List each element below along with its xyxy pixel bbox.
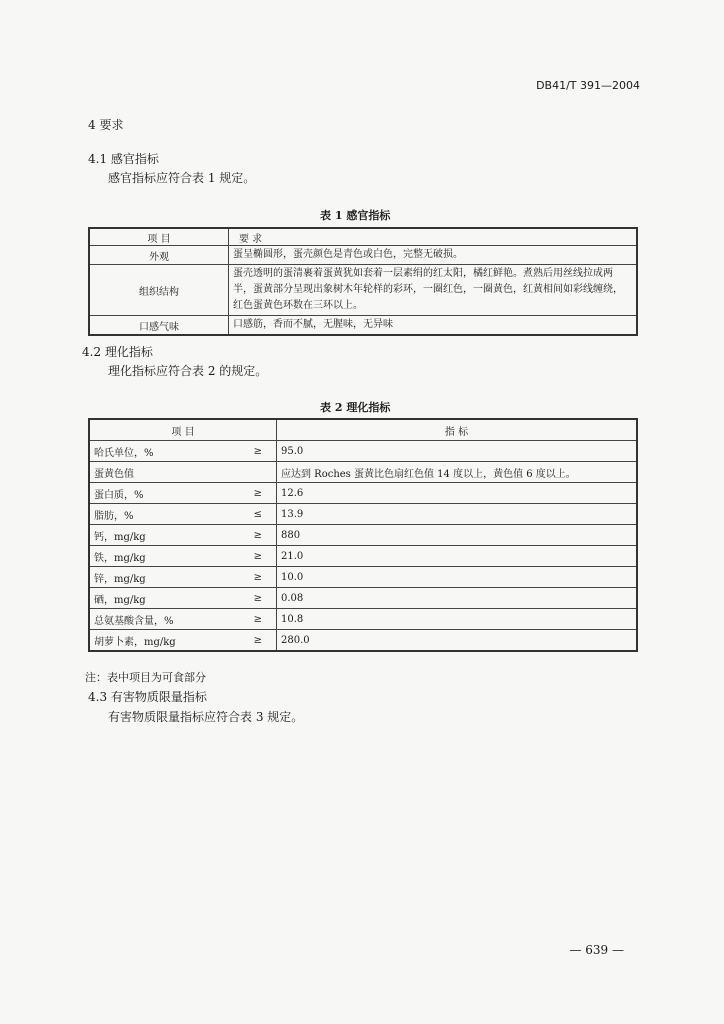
table-cell-value: 13.9 bbox=[277, 504, 638, 525]
table-cell-symbol: ≤ bbox=[218, 504, 277, 525]
table-cell-value: 880 bbox=[277, 525, 638, 546]
section-4-1-text: 感官指标应符合表 1 规定。 bbox=[108, 171, 256, 185]
table-row bbox=[89, 546, 637, 567]
table-header-row bbox=[89, 419, 637, 441]
section-4-heading: 4 要求 bbox=[88, 118, 124, 132]
section-4-1-heading: 4.1 感官指标 bbox=[88, 152, 159, 166]
table-row bbox=[89, 504, 637, 525]
table-note: 注：表中项目为可食部分 bbox=[85, 671, 206, 684]
table-cell-item: 组织结构 bbox=[89, 265, 229, 316]
table-row bbox=[89, 265, 637, 316]
table-cell-requirement: 蛋呈椭圆形，蛋壳颜色是青色或白色，完整无破损。 bbox=[229, 246, 638, 265]
table-cell-item: 蛋黄色值 bbox=[89, 462, 218, 483]
table-row bbox=[89, 630, 637, 652]
table-2-physicochemical bbox=[88, 418, 638, 652]
table-cell-requirement: 蛋壳透明的蛋清裹着蛋黄犹如套着一层素绢的红太阳，橘红鲜艳。煮熟后用丝线拉成两半，蛋黄部分呈现出象树木年轮样的彩环，一圈红色，一圈黄色，红黄相间如彩线缠绕，红色蛋黄色环数在三环以上。 bbox=[229, 265, 638, 316]
table-cell-value: 12.6 bbox=[277, 483, 638, 504]
table-cell-item: 脂肪，% bbox=[89, 504, 218, 525]
table-row bbox=[89, 462, 637, 483]
table-row bbox=[89, 609, 637, 630]
table-row bbox=[89, 246, 637, 265]
table-cell-symbol: ≥ bbox=[218, 441, 277, 462]
table-cell-value: 10.0 bbox=[277, 567, 638, 588]
table-header-item: 项 目 bbox=[89, 419, 277, 441]
table-cell-value: 应达到 Roches 蛋黄比色扇红色值 14 度以上，黄色值 6 度以上。 bbox=[277, 462, 638, 483]
table-cell-value: 21.0 bbox=[277, 546, 638, 567]
table-cell-symbol: ≥ bbox=[218, 525, 277, 546]
table-header-row bbox=[89, 228, 637, 246]
table-cell-item: 总氨基酸含量，% bbox=[89, 609, 218, 630]
section-4-2-text: 理化指标应符合表 2 的规定。 bbox=[108, 364, 268, 378]
table-row bbox=[89, 525, 637, 546]
table-row bbox=[89, 588, 637, 609]
table-row bbox=[89, 483, 637, 504]
table-cell-requirement: 口感筋，香而不腻，无腥味，无异味 bbox=[229, 316, 638, 336]
table-cell-item: 铁，mg/kg bbox=[89, 546, 218, 567]
table-header-requirement: 要 求 bbox=[229, 228, 638, 246]
table-1-caption: 表 1 感官指标 bbox=[320, 209, 391, 222]
table-2-caption: 表 2 理化指标 bbox=[320, 401, 391, 414]
table-cell-item: 胡萝卜素，mg/kg bbox=[89, 630, 218, 652]
page-number: — 639 — bbox=[569, 943, 624, 957]
table-cell-value: 95.0 bbox=[277, 441, 638, 462]
table-cell-symbol: ≥ bbox=[218, 609, 277, 630]
table-1-sensory bbox=[88, 227, 638, 336]
table-cell-item: 钙，mg/kg bbox=[89, 525, 218, 546]
table-row bbox=[89, 567, 637, 588]
table-row bbox=[89, 441, 637, 462]
standard-code: DB41/T 391—2004 bbox=[536, 79, 640, 92]
table-cell-value: 0.08 bbox=[277, 588, 638, 609]
table-cell-item: 哈氏单位，% bbox=[89, 441, 218, 462]
table-row bbox=[89, 316, 637, 336]
table-cell-item: 口感气味 bbox=[89, 316, 229, 336]
table-cell-item: 蛋白质，% bbox=[89, 483, 218, 504]
table-cell-symbol: ≥ bbox=[218, 546, 277, 567]
section-4-2-heading: 4.2 理化指标 bbox=[82, 345, 153, 359]
section-4-3-heading: 4.3 有害物质限量指标 bbox=[88, 690, 207, 704]
table-cell-symbol: ≥ bbox=[218, 588, 277, 609]
table-cell-item: 外观 bbox=[89, 246, 229, 265]
table-cell-value: 10.8 bbox=[277, 609, 638, 630]
table-header-value: 指 标 bbox=[277, 419, 638, 441]
table-cell-item: 锌，mg/kg bbox=[89, 567, 218, 588]
section-4-3-text: 有害物质限量指标应符合表 3 规定。 bbox=[108, 710, 304, 724]
table-header-item: 项 目 bbox=[89, 228, 229, 246]
table-cell-value: 280.0 bbox=[277, 630, 638, 652]
table-cell-symbol: ≥ bbox=[218, 483, 277, 504]
table-cell-symbol: ≥ bbox=[218, 567, 277, 588]
table-cell-symbol: ≥ bbox=[218, 630, 277, 652]
table-cell-item: 硒，mg/kg bbox=[89, 588, 218, 609]
table-cell-symbol bbox=[218, 462, 277, 483]
